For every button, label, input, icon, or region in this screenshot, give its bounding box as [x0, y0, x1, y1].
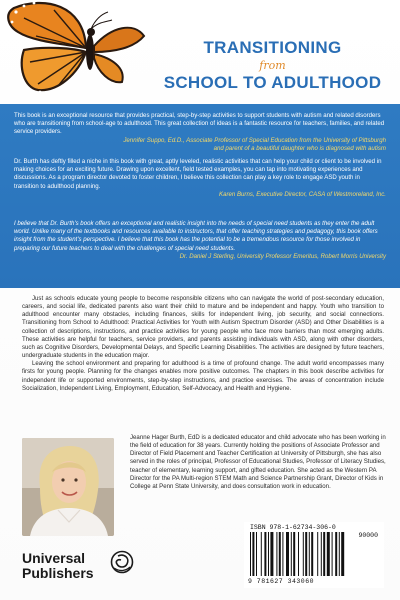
review-2	[14, 158, 386, 199]
author-bio: Jeanne Hager Burth, EdD is a dedicated educator and child advocate who has been working in the field of education for 38 years. Currently holding the positions of Associate Professor and Director of Field Placement and Teacher Certification at University of Pittsburgh, she has also served in the roles of principal, Professor of Educational Studies, Professor of Literacy Studies, teacher of elementary, learning support, and gifted education. She acted as the Western PA Director for the PA Multi-region STEM Math and Science Partnership Grant, Director of Kids in College at Penn State University, and does consultation work in education.	[130, 434, 386, 490]
barcode-bar	[341, 532, 344, 576]
price-code: 90000	[358, 532, 378, 539]
barcode-bar	[298, 532, 299, 576]
review-text: Dr. Burth has deftly filled a niche in this book with great, aptly leveled, realistic activities that can help your child or client to be involved in making choices for an exciting future. Drawing upon excellent, field tested examples, you can tap into motivating experiences and discussions. As a program director devoted to foster children, I believe this collection can play a key role to engage ASD youth in transition to adulthood planning.	[14, 158, 382, 190]
review-attribution: Dr. Daniel J Sterling, University Professor Emeritus, Robert Morris University	[179, 252, 386, 260]
barcode-bar	[293, 532, 295, 576]
barcode-bar	[305, 532, 307, 576]
title-line-2: from	[259, 59, 286, 72]
barcode-bar	[261, 532, 262, 576]
barcode-bar	[264, 532, 266, 576]
barcode-bar	[311, 532, 313, 576]
barcode-bar	[286, 532, 289, 576]
barcode-bar	[252, 532, 254, 576]
barcode-bar	[303, 532, 304, 576]
title-line-1: TRANSITIONING	[203, 38, 342, 57]
barcode-bar	[317, 532, 318, 576]
barcode-bar	[335, 532, 337, 576]
barcode-bar	[323, 532, 325, 576]
barcode-bar	[270, 532, 273, 576]
publisher-line-1: Universal	[22, 550, 86, 566]
barcode-bar	[250, 532, 251, 576]
review-attribution: Jennifer Suppo, Ed.D., Associate Professor of Special Education from the University of Pittsburgh	[123, 136, 386, 144]
barcode-bar	[332, 532, 333, 576]
barcode-bar	[327, 532, 330, 576]
barcode-bar	[268, 532, 269, 576]
butterfly-illustration	[0, 0, 154, 104]
barcode-bar	[279, 532, 281, 576]
review-attribution: and parent of a beautiful daughter who is diagnosed with autism	[213, 144, 386, 152]
review-text: This book is an exceptional resource that provides practical, step-by-step activities to support students with autism and related disorders who are transitioning from school-age to adulthood. This great collection of ideas is a fantastic resource for teachers, families, and related service providers.	[14, 112, 385, 136]
review-3	[14, 220, 386, 261]
book-title	[150, 38, 395, 93]
book-description	[22, 295, 384, 393]
barcode-bar	[321, 532, 322, 576]
reviews-band	[0, 104, 400, 288]
barcode-bar	[291, 532, 292, 576]
barcode-bar	[282, 532, 283, 576]
title-line-3: SCHOOL TO ADULTHOOD	[163, 73, 382, 92]
barcode-bar	[276, 532, 277, 576]
publisher-globe-icon	[110, 550, 134, 574]
review-attribution: Karen Burns, Executive Director, CASA of Westmoreland, Inc.	[219, 190, 386, 198]
barcode-bar	[256, 532, 257, 576]
barcode-bars	[250, 532, 378, 576]
publisher-logo	[22, 548, 132, 590]
review-text: I believe that Dr. Burth's book offers an exceptional and realistic insight into the needs of special need students as they enter the adult world. Unlike many of the textbooks and resources available to instructors, that offer teaching strategies and pedagogy, this book offers insight from the student's perspective. I believe that this book has the potential to be a tremendous resource for those involved in preparing our future teachers to deal with the challenges of special need students.	[14, 220, 378, 252]
review-1	[14, 112, 386, 153]
barcode-bar	[339, 532, 340, 576]
barcode-digits: 9 781627 343060	[248, 578, 315, 585]
description-paragraph: Leaving the school environment and preparing for adulthood is a time of profound change. The adult world encompasses many firsts for young people. Planning for the changes enables more positive outcomes. The chapters in this book describe activities for independent life or supported environments, step-by-step instructions, and practice exercises. The areas of concentration include Socialization, Independent Living, Employment, Education, Self-Advocacy, and Health and Hygiene.	[22, 360, 384, 392]
publisher-line-2: Publishers	[22, 565, 94, 581]
barcode-bar	[309, 532, 310, 576]
description-paragraph: Just as schools educate young people to become responsible citizens who can navigate the world of post-secondary education, careers, and social life, dedicated parents also want their child to mature and be independent and happy. Youth who transition to adulthood encounter many obstacles, including finances, skills for independent living, job security, and social connections. Transitioning from School to Adulthood: Practical Activities for Youth with Autism Spectrum Disorder (ASD) and Other Disabilities is a collection of descriptions, instructions, and practice activities for young people who face more barriers than most emerging adults. These activities are helpful for teachers, service providers, and parents assisting individuals with ASD, along with other disorders, such as Cognitive Disorders, Developmental Delays, and Specific Learning Disabilities. The activities are designed by future teachers, undergraduate students in the education major.	[22, 295, 384, 360]
publisher-name	[22, 551, 94, 581]
barcode	[244, 522, 384, 588]
isbn-text: ISBN 978-1-62734-306-0	[250, 524, 336, 531]
author-photo	[22, 438, 114, 536]
